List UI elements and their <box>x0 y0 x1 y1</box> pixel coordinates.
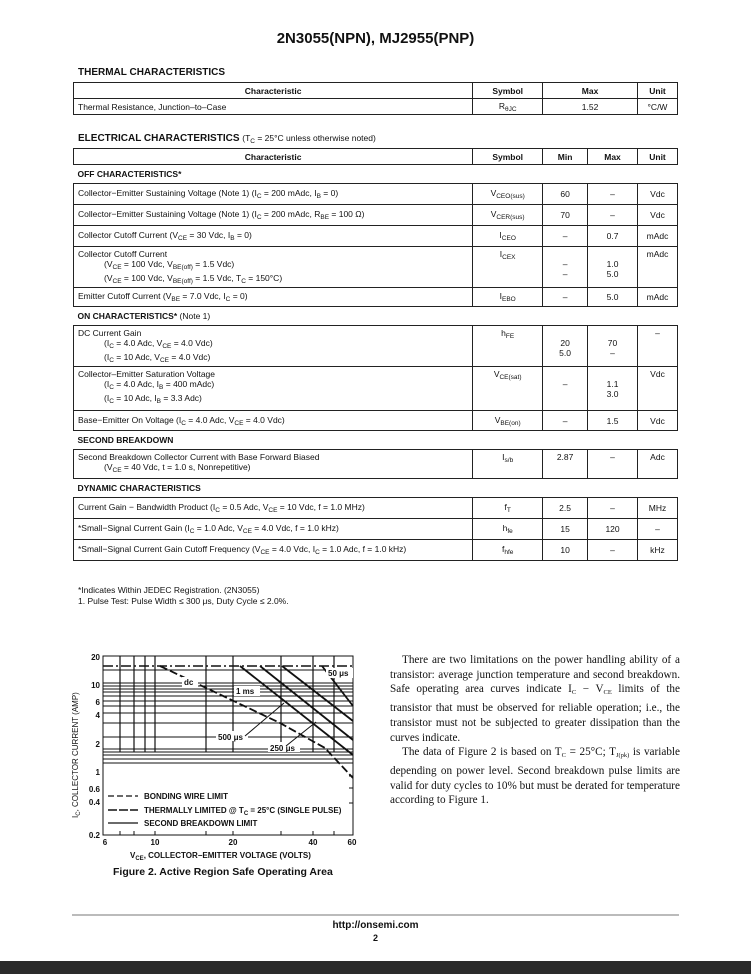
max-cell: – <box>588 205 638 226</box>
table-row <box>74 184 678 205</box>
svg-text:10: 10 <box>150 838 160 847</box>
max-cell: – <box>588 540 638 561</box>
table-row <box>74 498 678 519</box>
min-cell: – <box>543 411 588 431</box>
svg-text:10: 10 <box>91 681 100 690</box>
col-header: Max <box>543 83 638 99</box>
min-cell: 15 <box>543 519 588 540</box>
characteristic-cell: Collector−Emitter Sustaining Voltage (Note 1) ($I_C = 200$ mAdc, $R_{BE} = 100$ Ω) <box>74 205 473 226</box>
min-cell: 10 <box>543 540 588 561</box>
table-row <box>74 519 678 540</box>
legend-bonding-wire: BONDING WIRE LIMIT <box>144 792 228 801</box>
max-cell: 5.0 <box>588 288 638 307</box>
svg-text:0.6: 0.6 <box>88 785 100 794</box>
unit-cell: °C/W <box>638 99 678 115</box>
soa-chart <box>60 648 370 863</box>
characteristic-cell: Thermal Resistance, Junction–to–Case <box>74 99 473 115</box>
min-cell: – <box>543 288 588 307</box>
svg-text:40: 40 <box>308 838 318 847</box>
footnotes <box>78 585 289 607</box>
max-cell: 0.7 <box>588 226 638 247</box>
max-cell: 70 – <box>588 326 638 367</box>
thermal-heading: THERMAL CHARACTERISTICS <box>78 67 226 78</box>
group-on: ON CHARACTERISTICS* (Note 1) <box>77 311 211 321</box>
max-cell: – <box>588 184 638 205</box>
svg-text:6: 6 <box>95 698 100 707</box>
unit-cell: MHz <box>638 498 678 519</box>
label-250us: 250 μs <box>270 744 295 753</box>
col-header: Symbol <box>473 149 543 165</box>
svg-text:4: 4 <box>95 711 100 720</box>
col-header: Min <box>543 149 588 165</box>
table-row <box>74 367 678 411</box>
figure-caption: Figure 2. Active Region Safe Operating Area <box>113 866 333 878</box>
svg-text:6: 6 <box>102 838 108 847</box>
table-row <box>74 326 678 367</box>
unit-cell: kHz <box>638 540 678 561</box>
max-cell: 1.5 <box>588 411 638 431</box>
unit-cell: mAdc <box>638 226 678 247</box>
svg-text:20: 20 <box>91 653 100 662</box>
y-axis-label: $I_C$, COLLECTOR CURRENT (AMP) <box>71 692 82 818</box>
table-row <box>74 247 678 288</box>
pulse-curves <box>240 666 353 755</box>
min-cell: – – <box>543 247 588 288</box>
symbol-cell: $V_{CEO(sus)}$ <box>473 184 543 205</box>
electrical-heading: ELECTRICAL CHARACTERISTICS ($T_C = 25^\circ C$ unless otherwise noted) <box>78 133 376 145</box>
symbol-cell: $f_T$ <box>473 498 543 519</box>
body-text <box>390 653 680 808</box>
label-dc: dc <box>184 678 194 687</box>
col-header: Unit <box>638 83 678 99</box>
min-cell: 2.5 <box>543 498 588 519</box>
footer-url[interactable]: http://onsemi.com <box>332 920 419 931</box>
svg-text:60: 60 <box>347 838 357 847</box>
symbol-cell: $h_{fe}$ <box>473 519 543 540</box>
max-cell: 120 <box>588 519 638 540</box>
col-header: Characteristic <box>74 149 473 165</box>
col-header: Unit <box>638 149 678 165</box>
symbol-cell: $I_{s/b}$ <box>473 450 543 479</box>
paragraph-1: There are two limitations on the power handling ability of a transistor: average junction temperature and second breakdown. Safe operating area curves indicate $I_C - V_{CE}$ limits of the transistor that must be observed for reliable operation; i.e., the transistor must not be subjected to greater dissipation than the curves indicate. <box>390 654 680 744</box>
group-dynamic: DYNAMIC CHARACTERISTICS <box>77 483 201 493</box>
symbol-cell: $I_{EBO}$ <box>473 288 543 307</box>
group-off: OFF CHARACTERISTICS* <box>77 169 182 179</box>
svg-text:20: 20 <box>228 838 238 847</box>
paragraph-2: The data of Figure 2 is based on $T_C = 25^\circ C$; $T_{J(pk)}$ is variable depending on power level. Second breakdown pulse limits are valid for duty cycles to 10% but must be derated for temperature according to Figure 1. <box>390 746 680 807</box>
svg-text:2: 2 <box>95 740 100 749</box>
svg-text:0.4: 0.4 <box>88 798 100 807</box>
table-row <box>74 226 678 247</box>
min-cell: – <box>543 367 588 411</box>
symbol-cell: $V_{BE(on)}$ <box>473 411 543 431</box>
legend-thermal: THERMALLY LIMITED @ $T_C = 25^\circ C$ (SINGLE PULSE) <box>144 806 342 817</box>
unit-cell: – <box>638 519 678 540</box>
max-cell: – <box>588 498 638 519</box>
table-row <box>74 205 678 226</box>
max-cell: 1.0 5.0 <box>588 247 638 288</box>
table-row <box>74 288 678 307</box>
footnote-pulse-test: 1. Pulse Test: Pulse Width ≤ 300 μs, Duty Cycle ≤ 2.0%. <box>78 596 289 606</box>
electrical-table <box>73 148 678 561</box>
max-cell: – <box>588 450 638 479</box>
characteristic-cell: *Small−Signal Current Gain ($I_C = 1.0$ Adc, $V_{CE} = 4.0$ Vdc, f = 1.0 kHz) <box>74 519 473 540</box>
characteristic-cell: Current Gain − Bandwidth Product ($I_C = 0.5$ Adc, $V_{CE} = 10$ Vdc, f = 1.0 MHz) <box>74 498 473 519</box>
table-row <box>74 411 678 431</box>
page-number: 2 <box>372 933 378 943</box>
thermal-table <box>73 82 678 115</box>
footer-divider <box>72 914 679 916</box>
label-500us: 500 μs <box>218 733 243 742</box>
unit-cell: – <box>638 326 678 367</box>
max-cell: 1.1 3.0 <box>588 367 638 411</box>
characteristic-cell: Collector Cutoff Current ($V_{CE} = 30$ Vdc, $I_B = 0$) <box>74 226 473 247</box>
x-axis-label: $V_{CE}$, COLLECTOR−EMITTER VOLTAGE (VOLTS) <box>130 851 311 862</box>
footnote-jedec: *Indicates Within JEDEC Registration. (2N3055) <box>78 585 260 595</box>
unit-cell: Vdc <box>638 205 678 226</box>
symbol-cell: $V_{CER(sus)}$ <box>473 205 543 226</box>
unit-cell: Vdc <box>638 411 678 431</box>
characteristic-cell: Second Breakdown Collector Current with Base Forward Biased ($V_{CE} = 40$ Vdc, t = 1.0 s, Nonrepetitive) <box>74 450 473 479</box>
table-row <box>74 99 678 115</box>
unit-cell: mAdc <box>638 288 678 307</box>
symbol-cell: $I_{CEO}$ <box>473 226 543 247</box>
characteristic-cell: *Small−Signal Current Gain Cutoff Frequency ($V_{CE} = 4.0$ Vdc, $I_C = 1.0$ Adc, f = 1.0 kHz) <box>74 540 473 561</box>
min-cell: 70 <box>543 205 588 226</box>
characteristic-cell: DC Current Gain ($I_C = 4.0$ Adc, $V_{CE} = 4.0$ Vdc) ($I_C = 10$ Adc, $V_{CE} = 4.0$ Vdc) <box>74 326 473 367</box>
symbol-cell: $R_{\theta JC}$ <box>473 99 543 115</box>
label-1ms: 1 ms <box>236 687 255 696</box>
table-row <box>74 540 678 561</box>
max-cell: 1.52 <box>543 99 638 115</box>
page-title: 2N3055(NPN), MJ2955(PNP) <box>276 30 475 47</box>
label-50us: 50 μs <box>328 669 349 678</box>
min-cell: 20 5.0 <box>543 326 588 367</box>
symbol-cell: $f_{hfe}$ <box>473 540 543 561</box>
legend <box>108 792 342 828</box>
svg-text:0.2: 0.2 <box>88 831 100 840</box>
characteristic-cell: Collector−Emitter Sustaining Voltage (Note 1) ($I_C = 200$ mAdc, $I_B = 0$) <box>74 184 473 205</box>
min-cell: 2.87 <box>543 450 588 479</box>
unit-cell: Vdc <box>638 367 678 411</box>
unit-cell: mAdc <box>638 247 678 288</box>
table-row <box>74 450 678 479</box>
unit-cell: Vdc <box>638 184 678 205</box>
col-header: Characteristic <box>74 83 473 99</box>
group-second-breakdown: SECOND BREAKDOWN <box>77 435 174 445</box>
legend-second-breakdown: SECOND BREAKDOWN LIMIT <box>144 819 258 828</box>
min-cell: 60 <box>543 184 588 205</box>
symbol-cell: $I_{CEX}$ <box>473 247 543 288</box>
col-header: Symbol <box>473 83 543 99</box>
characteristic-cell: Collector–Emitter Saturation Voltage ($I_C = 4.0$ Adc, $I_B = 400$ mAdc) ($I_C = 10$ Adc, $I_B = 3.3$ Adc) <box>74 367 473 411</box>
unit-cell: Adc <box>638 450 678 479</box>
viewer-bottom-bar <box>0 961 751 974</box>
symbol-cell: $h_{FE}$ <box>473 326 543 367</box>
characteristic-cell: Emitter Cutoff Current ($V_{BE} = 7.0$ Vdc, $I_C = 0$) <box>74 288 473 307</box>
characteristic-cell: Base−Emitter On Voltage ($I_C = 4.0$ Adc, $V_{CE} = 4.0$ Vdc) <box>74 411 473 431</box>
symbol-cell: $V_{CE(sat)}$ <box>473 367 543 411</box>
min-cell: – <box>543 226 588 247</box>
col-header: Max <box>588 149 638 165</box>
characteristic-cell: Collector Cutoff Current ($V_{CE} = 100$ Vdc, $V_{BE(off)} = 1.5$ Vdc) ($V_{CE} = 100$ Vdc, $V_{BE(off)} = 1.5$ Vdc, $T_C = 150^\circ C$) <box>74 247 473 288</box>
svg-text:1: 1 <box>95 768 100 777</box>
